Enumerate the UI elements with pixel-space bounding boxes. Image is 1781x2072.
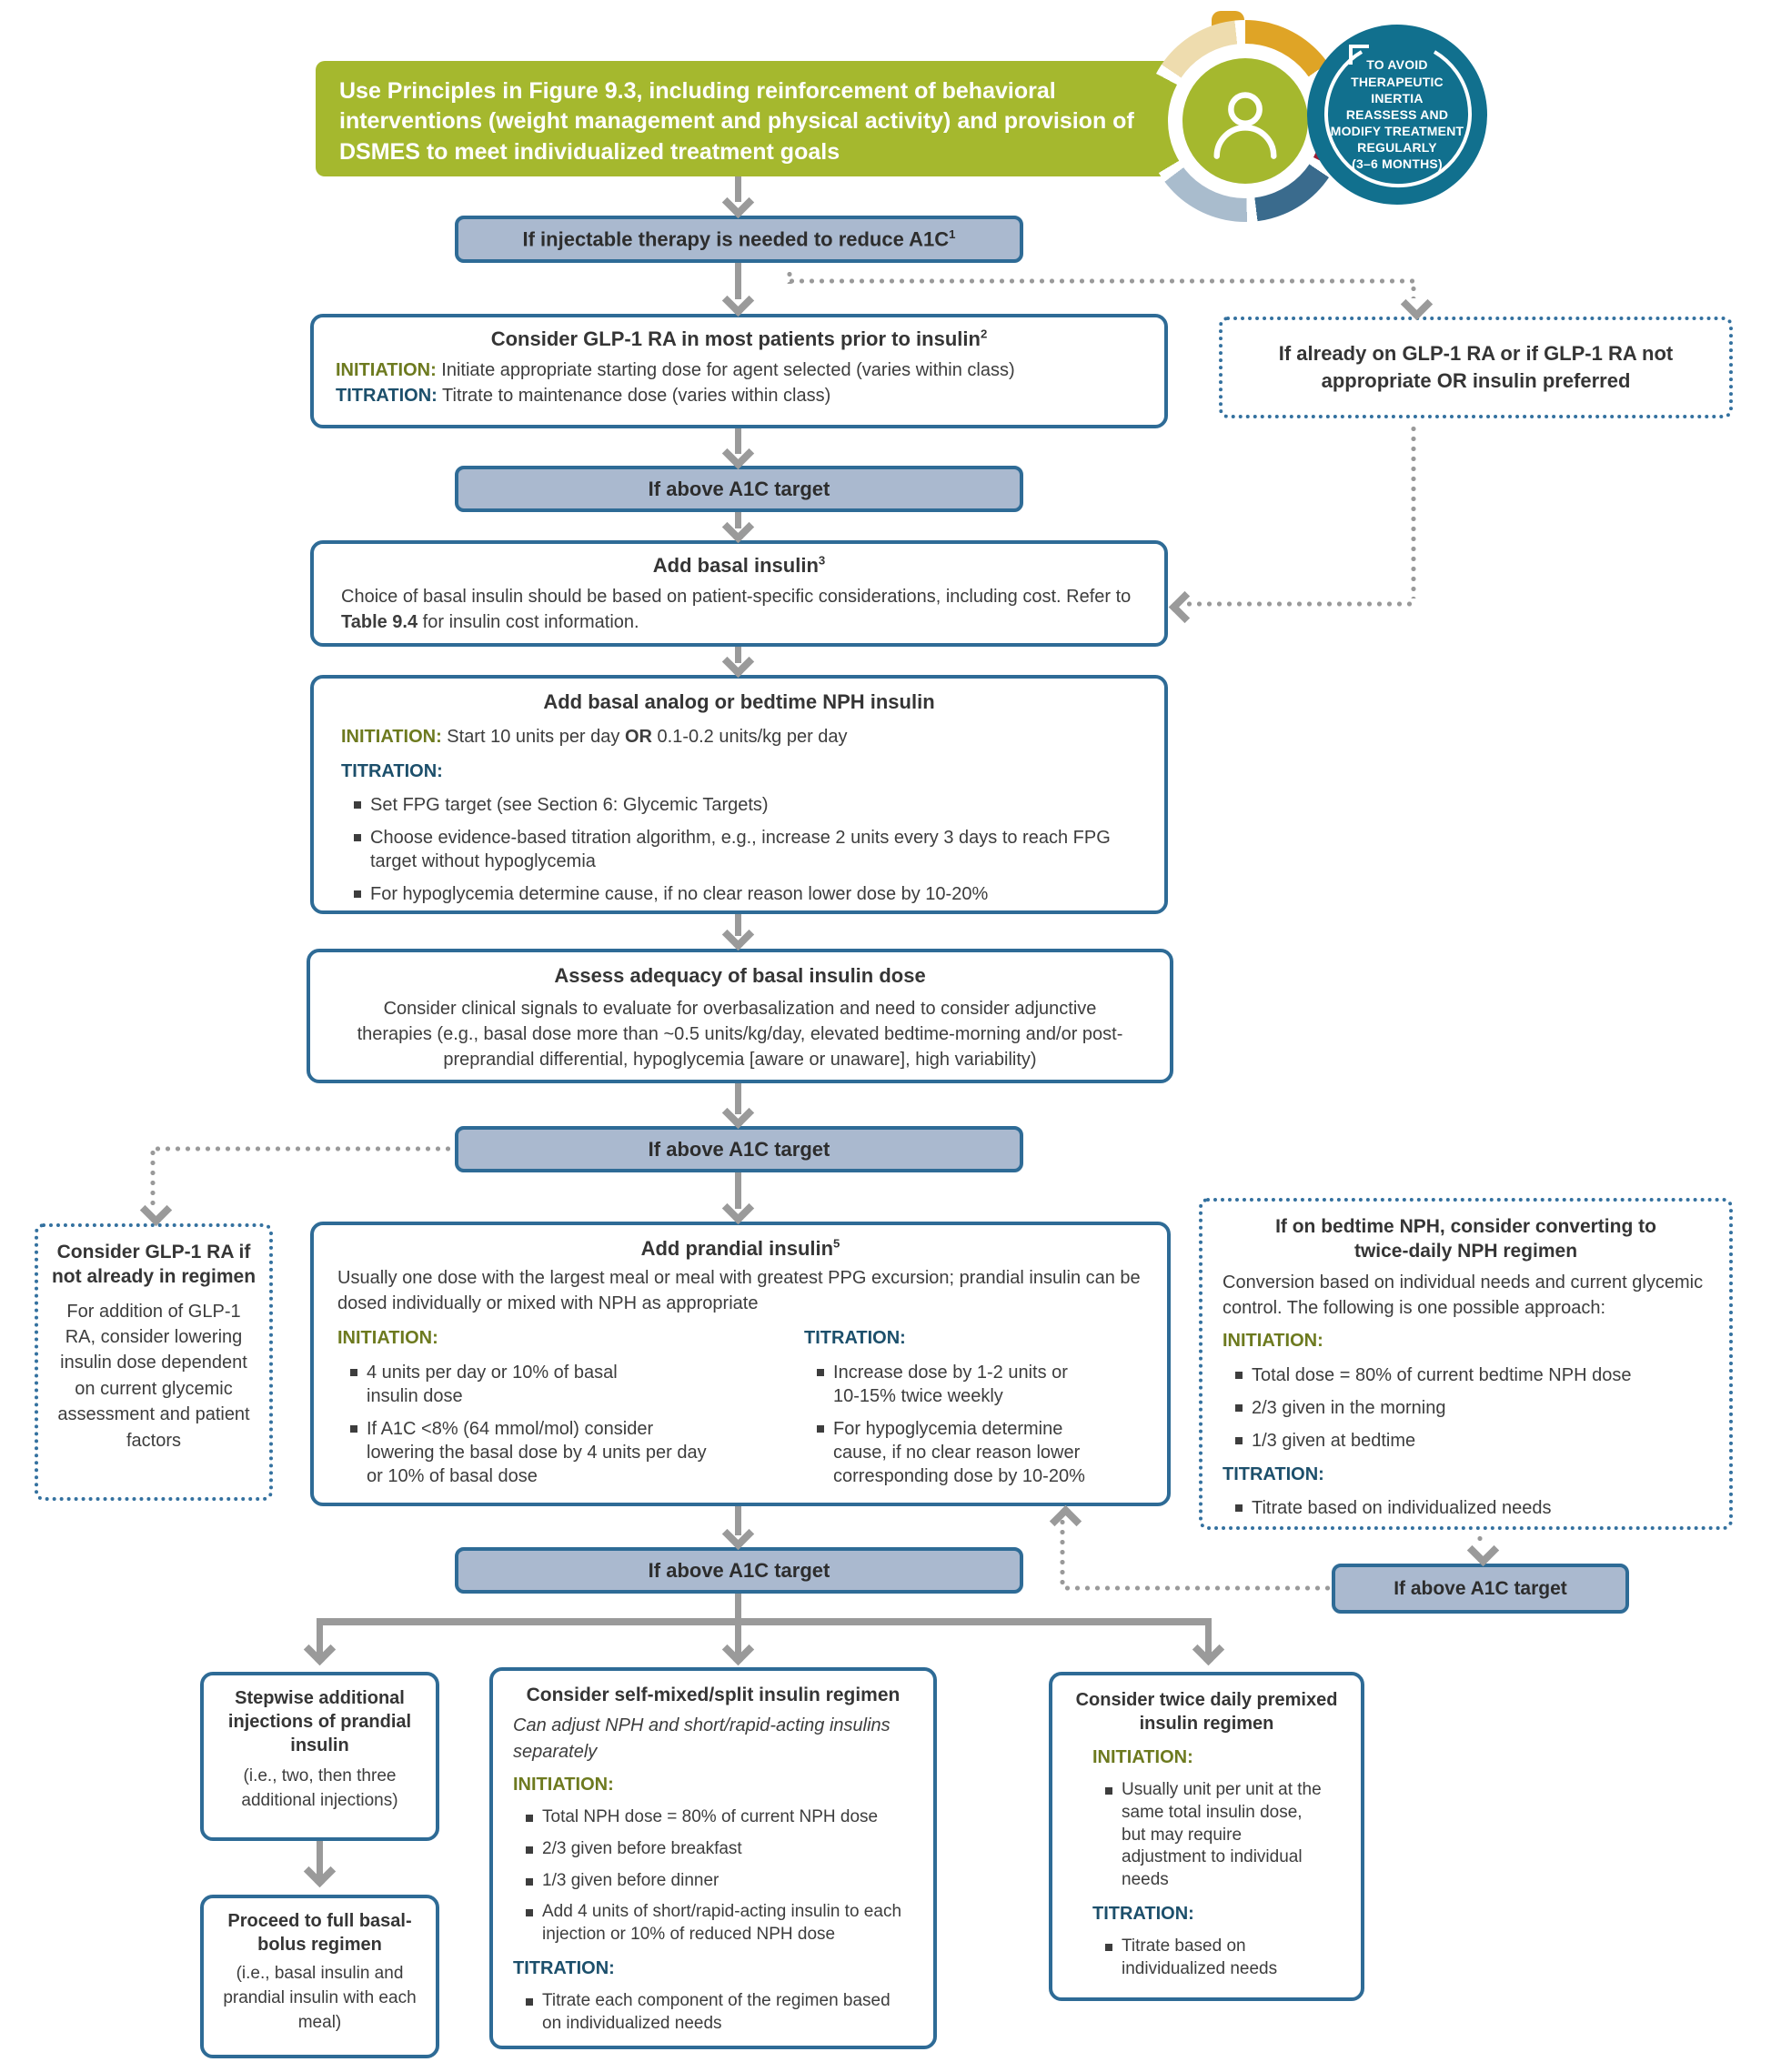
- node-subtitle: Can adjust NPH and short/rapid-acting insulins separately: [513, 1715, 890, 1762]
- list-item: Total NPH dose = 80% of current NPH dose: [526, 1806, 913, 1829]
- list-item: 2/3 given before breakfast: [526, 1838, 913, 1861]
- node-body: Conversion based on individual needs and current glycemic control. The following is one possible approach:: [1223, 1272, 1704, 1318]
- badge-line: THERAPEUTIC: [1351, 74, 1444, 89]
- node-title: Stepwise additional injections of prandial insulin: [227, 1688, 412, 1755]
- node-title: Consider self-mixed/split insulin regimen: [526, 1685, 901, 1705]
- list-item: Add 4 units of short/rapid-acting insulin to each injection or 10% of reduced NPH dose: [526, 1901, 913, 1946]
- initiation-label: INITIATION:: [1092, 1747, 1193, 1767]
- arrowhead-down: [140, 1194, 172, 1226]
- list-item: Titrate each component of the regimen based on individualized needs: [526, 1990, 913, 2035]
- initiation-list: [1092, 1779, 1346, 1891]
- arrowhead-down: [722, 646, 754, 678]
- arrowhead-down: [722, 1518, 754, 1550]
- node-title: Proceed to full basal-bolus regimen: [227, 1911, 412, 1955]
- arrowhead-up: [1050, 1505, 1082, 1537]
- badge-line: REGULARLY: [1357, 140, 1437, 156]
- initiation-label: INITIATION:: [337, 1328, 438, 1349]
- arrowhead-down: [304, 1634, 336, 1665]
- dotted-line: [1411, 424, 1416, 598]
- person-icon: [1203, 79, 1287, 163]
- titration-list: [1223, 1496, 1709, 1520]
- titration-list: [513, 1990, 913, 2035]
- node-injectable-therapy: [455, 216, 1023, 263]
- node-add-prandial-insulin: [310, 1222, 1171, 1506]
- arrowhead-down: [722, 1192, 754, 1224]
- initiation-line: INITIATION: Initiate appropriate starting dose for agent selected (varies within class): [336, 359, 1015, 380]
- titration-label: TITRATION:: [513, 1957, 615, 1978]
- list-item: Usually unit per unit at the same total insulin dose, but may require adjustment to individual needs: [1105, 1779, 1322, 1891]
- badge-line: REASSESS AND: [1345, 106, 1449, 122]
- list-item: Titrate based on individualized needs: [1235, 1496, 1709, 1520]
- initiation-label: INITIATION:: [1223, 1331, 1323, 1352]
- node-basal-analog-nph: [310, 675, 1168, 914]
- node-already-on-glp1: [1219, 317, 1733, 418]
- list-item: 2/3 given in the morning: [1235, 1396, 1709, 1420]
- titration-list: [1092, 1936, 1346, 1980]
- list-item: 1/3 given before dinner: [526, 1870, 913, 1893]
- node-above-a1c-target-1: [455, 466, 1023, 512]
- arrowhead-down: [722, 1097, 754, 1129]
- node-body: For addition of GLP-1 RA, consider lowering insulin dose dependent on current glycemic assessment and patient factors: [57, 1301, 250, 1451]
- node-self-mixed-split: [489, 1667, 937, 2049]
- titration-label: TITRATION:: [1223, 1463, 1324, 1484]
- node-title: Add basal analog or bedtime NPH insulin: [543, 690, 935, 713]
- node-title: Consider GLP-1 RA in most patients prior to insulin$^2$: [490, 327, 988, 350]
- node-body: (i.e., basal insulin and prandial insulin with each meal): [223, 1964, 417, 2032]
- initiation-column: [337, 1325, 797, 1487]
- header-principles-box: [316, 61, 1195, 176]
- reassess-badge: [1307, 25, 1487, 205]
- initiation-label: INITIATION:: [513, 1775, 614, 1795]
- node-consider-glp1: [310, 314, 1168, 428]
- pill-text: If above A1C target: [648, 1558, 830, 1582]
- pill-text: If above A1C target: [648, 1137, 830, 1161]
- node-consider-glp1-left: [35, 1223, 273, 1501]
- arrowhead-down: [722, 511, 754, 543]
- arrowhead-down: [1467, 1534, 1499, 1566]
- node-body: (i.e., two, then three additional injections): [241, 1766, 398, 1810]
- list-item: For hypoglycemia determine cause, if no clear reason lower corresponding dose by 10-20%: [817, 1417, 1106, 1488]
- titration-label: TITRATION:: [1092, 1903, 1194, 1924]
- node-body: Choice of basal insulin should be based on patient-specific considerations, including cost. Refer to Table 9.4 for insulin cost information.: [341, 586, 1132, 632]
- node-body: Usually one dose with the largest meal or meal with greatest PPG excursion; prandial insulin can be dosed individually or mixed with NPH as appropriate: [337, 1267, 1141, 1313]
- node-title: If on bedtime NPH, consider converting to twice-daily NPH regimen: [1275, 1216, 1656, 1262]
- node-text: If already on GLP-1 RA or if GLP-1 RA not appropriate OR insulin preferred: [1278, 342, 1674, 392]
- pill-text: If above A1C target: [1394, 1577, 1567, 1599]
- titration-line: TITRATION: Titrate to maintenance dose (varies within class): [336, 385, 831, 406]
- arrowhead-down: [722, 919, 754, 951]
- badge-line: (3–6 MONTHS): [1352, 156, 1443, 172]
- node-above-a1c-target-4: [1332, 1564, 1629, 1614]
- node-title: Assess adequacy of basal insulin dose: [554, 964, 926, 987]
- arrowhead-down: [722, 438, 754, 469]
- arrowhead-down: [722, 285, 754, 317]
- list-item: 1/3 given at bedtime: [1235, 1429, 1709, 1453]
- titration-label: TITRATION:: [341, 760, 443, 781]
- node-title: Add prandial insulin$^5$: [640, 1236, 840, 1260]
- dotted-line: [1062, 1585, 1332, 1591]
- arrowhead-down: [722, 1634, 754, 1665]
- arrowhead-down: [304, 1856, 336, 1887]
- dotted-line: [1184, 601, 1416, 607]
- person-circle: [1182, 58, 1308, 184]
- node-title: Consider twice daily premixed insulin regimen: [1075, 1690, 1338, 1734]
- node-basal-bolus: [200, 1895, 439, 2058]
- titration-column: [804, 1325, 1151, 1487]
- node-injectable-text: If injectable therapy is needed to reduce $A1C^1$: [522, 226, 956, 251]
- initiation-line: INITIATION: Start 10 units per day OR 0.1-0.2 units/kg per day: [341, 726, 848, 747]
- pill-text: If above A1C target: [648, 477, 830, 500]
- list-item: Titrate based on individualized needs: [1105, 1936, 1322, 1980]
- node-stepwise-injections: [200, 1672, 439, 1841]
- arrowhead-down: [722, 186, 754, 218]
- list-item: If A1C <8% (64 mmol/mol) consider lowering the basal dose by 4 units per day or 10% of basal dose: [350, 1417, 721, 1488]
- node-title: Add basal insulin$^3$: [652, 553, 826, 577]
- node-body: Consider clinical signals to evaluate for overbasalization and need to consider adjunctive therapies (e.g., basal dose more than ~0.5 units/kg/day, elevated bedtime-morning and/or post-preprandial differential, hypoglycemia [aware or unaware], high variability): [357, 998, 1123, 1071]
- node-title: Consider GLP-1 RA if not already in regimen: [51, 1242, 257, 1288]
- titration-list: [341, 793, 1137, 906]
- badge-line: INERTIA: [1371, 90, 1424, 106]
- initiation-list: [1223, 1363, 1709, 1453]
- header-text: Use Principles in Figure 9.3, including reinforcement of behavioral interventions (weight management and physical activity) and provision of DSMES to meet individualized treatment goals: [339, 78, 1134, 165]
- arrowhead-left: [1169, 591, 1201, 623]
- node-nph-conversion: [1199, 1198, 1733, 1530]
- list-item: 4 units per day or 10% of basal insulin dose: [350, 1361, 667, 1408]
- list-item: Choose evidence-based titration algorithm, e.g., increase 2 units every 3 days to reach FPG target without hypoglycemia: [354, 826, 1137, 873]
- node-above-a1c-target-3: [455, 1547, 1023, 1594]
- list-item: Total dose = 80% of current bedtime NPH dose: [1235, 1363, 1709, 1387]
- badge-line: MODIFY TREATMENT: [1330, 124, 1464, 139]
- arrowhead-down: [1192, 1634, 1224, 1665]
- reassess-badge-text: [1331, 56, 1464, 172]
- arrowhead-down: [1401, 288, 1433, 320]
- list-item: For hypoglycemia determine cause, if no clear reason lower dose by 10-20%: [354, 882, 1137, 906]
- list-item: Set FPG target (see Section 6: Glycemic Targets): [354, 793, 1137, 817]
- branch-bar: [317, 1618, 1212, 1625]
- badge-line: TO AVOID: [1366, 57, 1428, 73]
- initiation-list: [513, 1806, 913, 1946]
- titration-list: [804, 1361, 1151, 1488]
- node-premixed-regimen: [1049, 1672, 1364, 2001]
- titration-label: TITRATION:: [804, 1328, 906, 1349]
- node-above-a1c-target-2: [455, 1126, 1023, 1172]
- dotted-line: [787, 278, 1416, 284]
- node-assess-adequacy: [307, 949, 1173, 1083]
- list-item: Increase dose by 1-2 units or 10-15% twice weekly: [817, 1361, 1088, 1408]
- node-add-basal-insulin: [310, 540, 1168, 647]
- dotted-line: [153, 1146, 453, 1152]
- initiation-list: [337, 1361, 797, 1488]
